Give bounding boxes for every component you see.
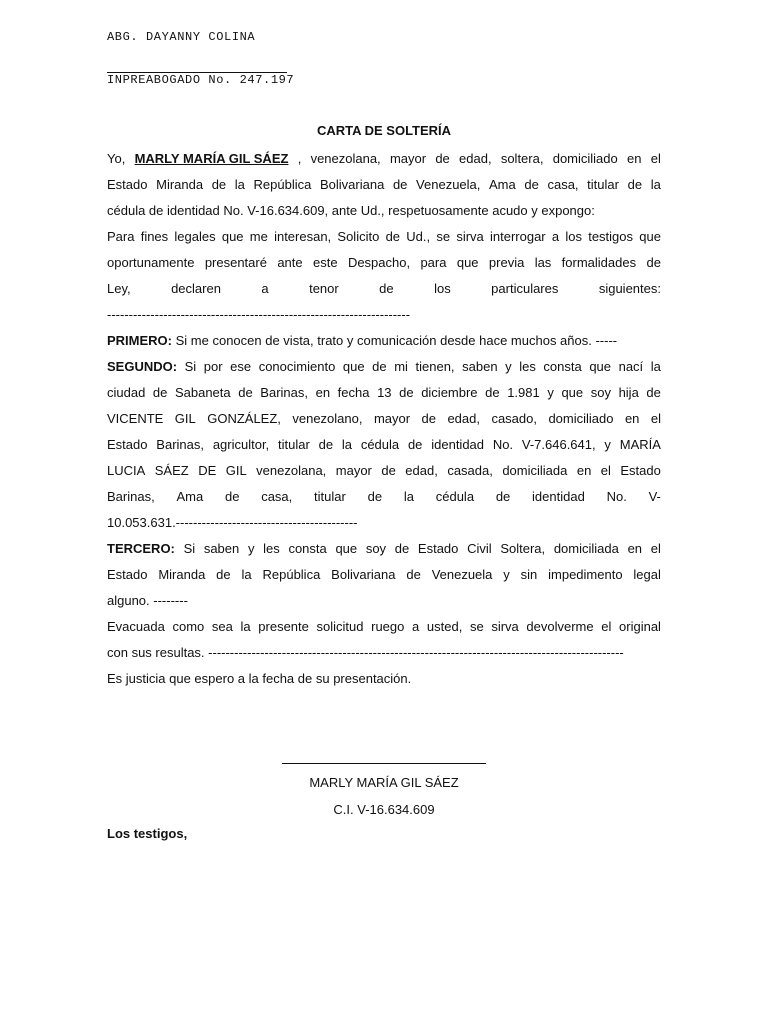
word: cédula	[435, 489, 475, 504]
word: solicitud	[316, 619, 364, 634]
word: presentaré	[204, 255, 267, 270]
word: sirva	[456, 229, 484, 244]
word: VICENTE	[107, 411, 164, 426]
word: Si	[184, 359, 197, 374]
word: presente	[258, 619, 309, 634]
word: y	[505, 359, 512, 374]
word: GIL	[225, 463, 247, 478]
word: Barinas,	[156, 437, 204, 452]
word: LUCIA	[107, 463, 146, 478]
word: de	[421, 411, 436, 426]
word: SÁEZ	[154, 463, 189, 478]
word: 13	[377, 385, 392, 400]
word: GONZÁLEZ,	[207, 411, 281, 426]
word: de	[379, 281, 394, 296]
word: venezolana,	[256, 463, 327, 478]
request-line-1	[107, 224, 661, 250]
word: de	[392, 177, 408, 192]
word: domiciliada	[502, 463, 568, 478]
word: que	[221, 229, 244, 244]
word: domiciliado	[548, 411, 614, 426]
word: que	[589, 359, 612, 374]
word: mayor	[389, 151, 427, 166]
word: que	[342, 359, 365, 374]
word: casa,	[547, 177, 579, 192]
segundo-line-4	[107, 432, 661, 458]
word: mayor	[373, 411, 411, 426]
request-dash-run: ----------------------------------------------------------------------	[107, 307, 411, 322]
word: la	[241, 567, 252, 582]
word: Venezuela,	[416, 177, 481, 192]
word: declaren	[171, 281, 221, 296]
word: Miranda	[158, 567, 206, 582]
segundo-line-2	[107, 380, 661, 406]
word: los	[565, 229, 582, 244]
signature-name: MARLY MARÍA GIL SÁEZ	[309, 775, 459, 790]
word: saben	[203, 541, 240, 556]
word: diciembre	[421, 385, 478, 400]
word: Barinas,	[260, 385, 308, 400]
word: de	[485, 385, 500, 400]
word: identidad	[431, 437, 485, 452]
intro-line-3: cédula de identidad No. V-16.634.609, ante Ud., respetuosamente acudo y expongo:	[107, 203, 595, 218]
word: Estado	[417, 541, 459, 556]
primero-label: PRIMERO:	[107, 333, 172, 348]
closing-line-3: Es justicia que espero a la fecha de su presentación.	[107, 671, 412, 686]
segundo-line-1	[107, 354, 661, 380]
segundo-label: SEGUNDO:	[107, 359, 178, 374]
segundo-line-6	[107, 484, 661, 510]
word: se	[436, 229, 451, 244]
word: de	[495, 489, 511, 504]
intro-line-2	[107, 172, 661, 198]
word: hija	[618, 385, 639, 400]
word: original	[619, 619, 661, 634]
word: Estado	[107, 177, 148, 192]
word: domiciliada	[553, 541, 619, 556]
word: de	[399, 385, 414, 400]
word: Ama	[176, 489, 204, 504]
segundo-id-dashes: 10.053.631.------------------------------------------	[107, 515, 358, 530]
word: Bolivariana	[331, 567, 396, 582]
word: y	[247, 541, 255, 556]
word: el	[601, 619, 612, 634]
word: soy	[590, 385, 611, 400]
word: a	[261, 281, 269, 296]
word: consta	[543, 359, 582, 374]
word: siguientes:	[598, 281, 661, 296]
word: fecha	[337, 385, 370, 400]
word: a	[412, 619, 420, 634]
intro-yo: Yo,	[107, 151, 126, 166]
word: de	[318, 437, 334, 452]
word: y	[547, 385, 554, 400]
word: Ud.,	[406, 229, 431, 244]
signature-ci: C.I. V-16.634.609	[333, 802, 435, 817]
word: impedimento	[548, 567, 623, 582]
word: el	[650, 541, 661, 556]
word: No.	[606, 489, 627, 504]
segundo-line-7	[107, 510, 661, 536]
segundo-line-5	[107, 458, 661, 484]
word: Soltera,	[500, 541, 546, 556]
word: Despacho,	[347, 255, 411, 270]
word: Para	[107, 229, 135, 244]
segundo-line-3	[107, 406, 661, 432]
word: de	[407, 437, 423, 452]
word: en	[627, 541, 643, 556]
word: V-7.646.641,	[521, 437, 596, 452]
word: de	[627, 177, 643, 192]
word: sin	[520, 567, 538, 582]
word: GIL	[174, 411, 196, 426]
tercero-line-2	[107, 562, 661, 588]
request-line-2	[107, 250, 661, 276]
closing-dash-run: con sus resultas. ------------------------------------------------------------------------------------------------	[107, 645, 624, 660]
word: Ley,	[107, 281, 131, 296]
word: en	[624, 411, 640, 426]
word: de	[367, 489, 383, 504]
tercero-line-1	[107, 536, 661, 562]
word: la	[650, 359, 661, 374]
word: casada,	[447, 463, 493, 478]
word: de	[646, 385, 661, 400]
word: y	[503, 567, 510, 582]
lawyer-name: ABG. DAYANNY COLINA	[107, 30, 256, 44]
word: venezolano,	[292, 411, 363, 426]
word: de	[381, 463, 396, 478]
word: Sabaneta	[174, 385, 231, 400]
word: de	[394, 541, 410, 556]
word: de	[216, 567, 231, 582]
word: DE	[198, 463, 217, 478]
word: la	[234, 177, 245, 192]
word: consta	[288, 541, 327, 556]
word: de	[224, 489, 240, 504]
word: agricultor,	[212, 437, 270, 452]
tercero-label: TERCERO:	[107, 541, 175, 556]
word: ,	[297, 151, 302, 166]
word: Estado	[620, 463, 661, 478]
word: interrogar	[490, 229, 546, 244]
request-dashes	[107, 302, 661, 328]
word: Ama	[489, 177, 516, 192]
word: formalidades	[561, 255, 637, 270]
word: a	[551, 229, 560, 244]
word: de	[385, 229, 401, 244]
word: mayor	[335, 463, 372, 478]
word: interesan,	[274, 229, 332, 244]
word: No.	[492, 437, 514, 452]
document-body	[107, 146, 661, 692]
word: los	[434, 281, 451, 296]
word: por	[203, 359, 223, 374]
word: como	[172, 619, 205, 634]
witnesses-label: Los testigos,	[107, 826, 188, 841]
inpreabogado-number: INPREABOGADO No. 247.197	[107, 73, 295, 87]
word: de	[406, 567, 421, 582]
word: para	[420, 255, 447, 270]
word: en	[576, 463, 592, 478]
word: ante	[277, 255, 303, 270]
word: de	[211, 177, 227, 192]
word: la	[650, 177, 661, 192]
word: Si	[183, 541, 196, 556]
word: usted,	[426, 619, 463, 634]
word: de	[435, 151, 450, 166]
word: tienen,	[415, 359, 455, 374]
word: tenor	[309, 281, 339, 296]
intro-line-1	[107, 146, 661, 172]
word: titular	[314, 489, 346, 504]
word: Bolivariana	[320, 177, 385, 192]
word: titular	[278, 437, 310, 452]
word: soy	[365, 541, 387, 556]
word: la	[403, 489, 414, 504]
document-title: CARTA DE SOLTERÍA	[316, 123, 452, 138]
applicant-name: MARLY MARÍA GIL SÁEZ	[134, 151, 289, 166]
word: casa,	[261, 489, 293, 504]
word: conocimiento	[258, 359, 336, 374]
word: V-	[648, 489, 661, 504]
word: edad,	[405, 463, 438, 478]
word: República	[262, 567, 321, 582]
word: la	[240, 619, 251, 634]
closing-line-2	[107, 640, 661, 666]
word: devolverme	[526, 619, 594, 634]
word: oportunamente	[107, 255, 195, 270]
word: Estado	[107, 567, 148, 582]
word: en	[315, 385, 331, 400]
word: edad,	[447, 411, 480, 426]
word: testigos	[588, 229, 634, 244]
tercero-line-3: alguno. --------	[107, 593, 188, 608]
signature-line	[282, 763, 486, 764]
word: Solicito	[337, 229, 380, 244]
word: el	[650, 411, 661, 426]
word: de	[372, 359, 387, 374]
word: me	[249, 229, 268, 244]
word: y	[604, 437, 611, 452]
word: titular	[587, 177, 619, 192]
word: que	[456, 255, 479, 270]
word: cédula	[360, 437, 400, 452]
word: que	[335, 541, 358, 556]
word: particulares	[491, 281, 559, 296]
word: sirva	[491, 619, 519, 634]
closing-line-1	[107, 614, 661, 640]
word: previa	[488, 255, 525, 270]
word: identidad	[532, 489, 585, 504]
word: legales	[174, 229, 216, 244]
word: Miranda	[156, 177, 204, 192]
word: venezolana,	[310, 151, 381, 166]
word: ruego	[371, 619, 405, 634]
word: la	[341, 437, 353, 452]
word: les	[519, 359, 536, 374]
word: casado,	[491, 411, 537, 426]
word: de	[524, 177, 539, 192]
word: de	[152, 385, 168, 400]
word: las	[534, 255, 552, 270]
word: Barinas,	[107, 489, 155, 504]
word: nací	[618, 359, 644, 374]
word: les	[263, 541, 280, 556]
word: de	[646, 255, 661, 270]
word: Estado	[107, 437, 148, 452]
word: saben	[462, 359, 498, 374]
word: Evacuada	[107, 619, 165, 634]
request-line-3	[107, 276, 661, 302]
word: Civil	[467, 541, 492, 556]
word: soltera,	[500, 151, 544, 166]
word: en	[627, 151, 642, 166]
word: que	[561, 385, 584, 400]
word: que	[639, 229, 661, 244]
primero-line	[107, 328, 661, 354]
word: domiciliado	[552, 151, 618, 166]
word: Venezuela	[431, 567, 493, 582]
word: este	[313, 255, 338, 270]
primero-text: Si me conocen de vista, trato y comunicación desde hace muchos años. -----	[175, 333, 618, 348]
word: 1.981	[507, 385, 540, 400]
word: edad,	[459, 151, 492, 166]
word: sea	[211, 619, 233, 634]
word: el	[650, 151, 661, 166]
word: fines	[140, 229, 169, 244]
word: MARÍA	[619, 437, 661, 452]
word: ciudad	[107, 385, 146, 400]
word: el	[600, 463, 611, 478]
word: de	[238, 385, 253, 400]
word: República	[253, 177, 312, 192]
word: mi	[394, 359, 408, 374]
word: ese	[230, 359, 252, 374]
word: legal	[633, 567, 661, 582]
word: se	[469, 619, 484, 634]
